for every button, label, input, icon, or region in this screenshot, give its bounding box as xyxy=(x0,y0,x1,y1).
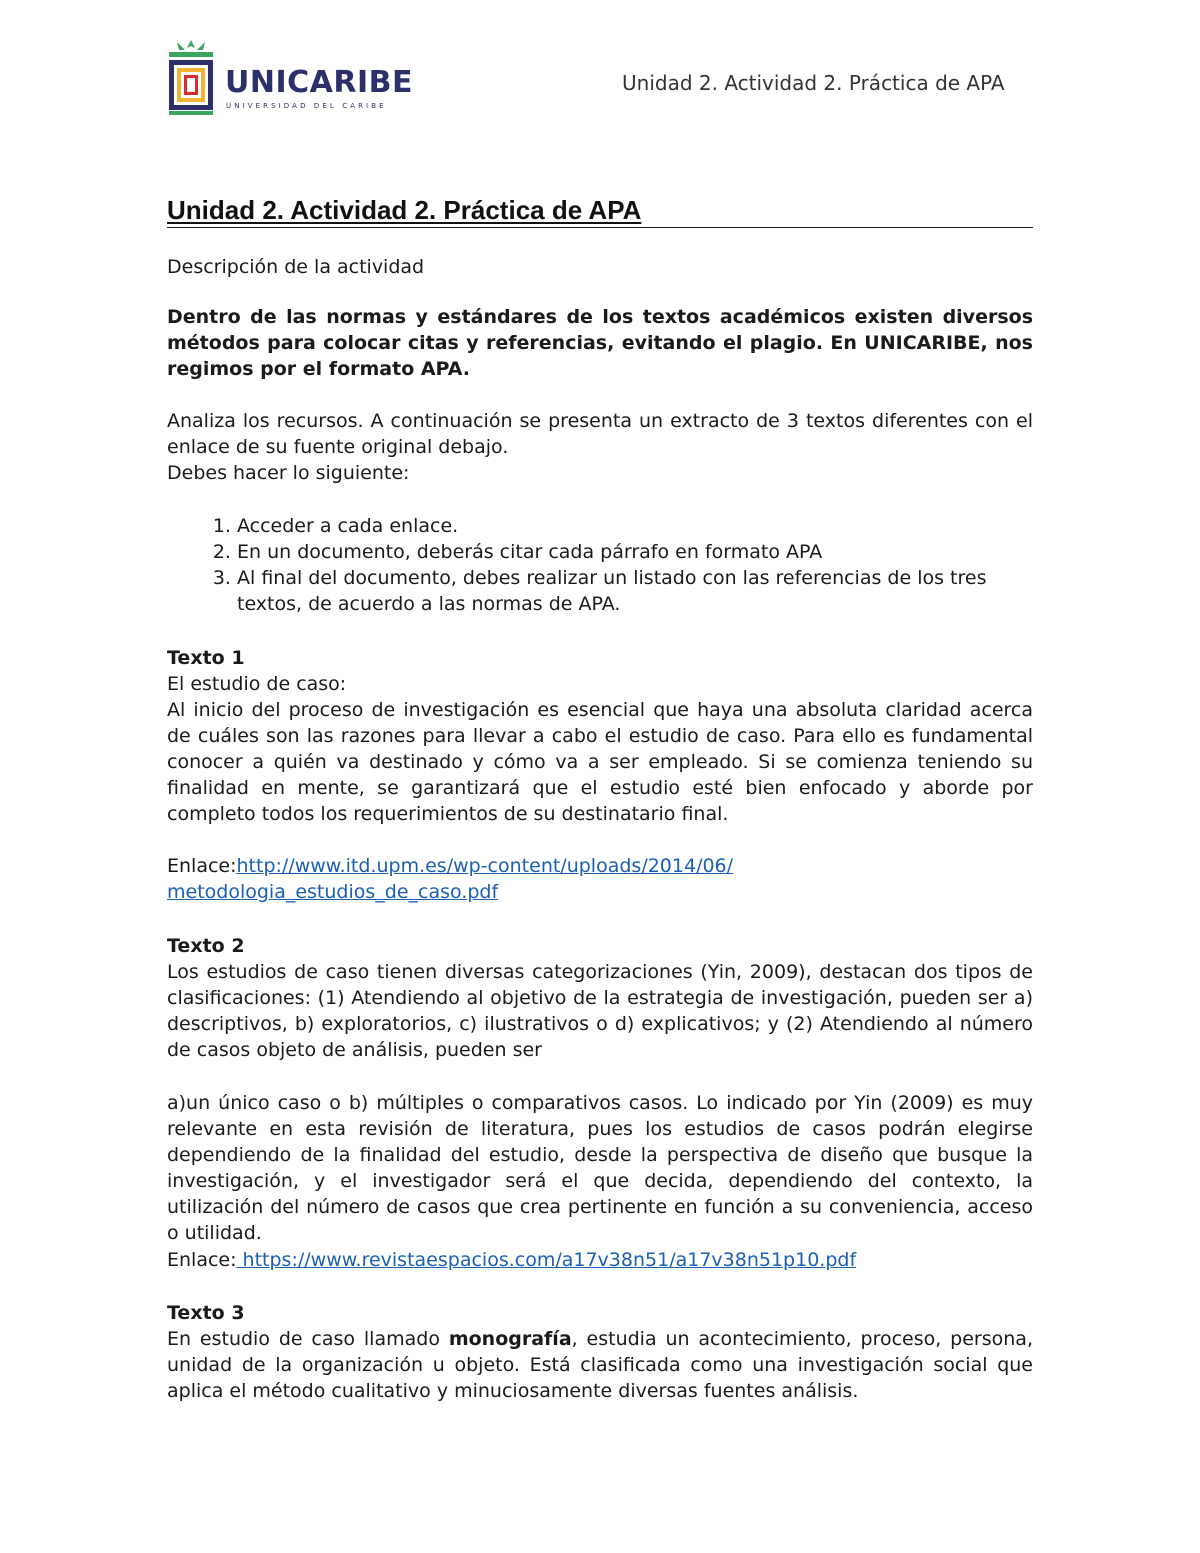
page-title: Unidad 2. Actividad 2. Práctica de APA xyxy=(167,193,1033,228)
texto1-link-line xyxy=(167,853,1033,879)
logo-wordmark: UNICARIBE xyxy=(225,65,413,100)
texto2-link-line xyxy=(167,1247,1033,1273)
steps-list xyxy=(167,513,1033,617)
texto2-link[interactable]: https://www.revistaespacios.com/a17v38n51/a17v38n51p10.pdf xyxy=(236,1249,857,1271)
link-label: Enlace: xyxy=(167,1249,237,1271)
texto1-link-continued[interactable]: metodologia_estudios_de_caso.pdf xyxy=(167,881,499,903)
texto1-heading: Texto 1 xyxy=(167,647,245,669)
texto1-subtitle: El estudio de caso: xyxy=(167,673,347,695)
texto2-body-part2: a)un único caso o b) múltiples o comparativos casos. Lo indicado por Yin (2009) es muy relevante en esta revisión de literatura, pues los estudios de casos podrán elegirse dependiendo de la finalidad del estudio, desde la perspectiva de diseño que busque la investigación, y el investigador será el que decida, dependiendo del contexto, la utilización del número de casos que crea pertinente en función a su conveniencia, acceso o utilidad. xyxy=(167,1092,1033,1244)
logo-emblem-icon xyxy=(165,38,217,116)
texto3-heading: Texto 3 xyxy=(167,1302,245,1324)
bold-term: monografía xyxy=(448,1328,572,1350)
texto1-link[interactable]: http://www.itd.upm.es/wp-content/uploads/2014/06/ xyxy=(236,855,734,877)
description-label: Descripción de la actividad xyxy=(167,256,425,278)
unicaribe-logo xyxy=(165,38,413,118)
link-label: Enlace: xyxy=(167,855,237,877)
running-header: Unidad 2. Actividad 2. Práctica de APA xyxy=(622,71,1005,95)
texto2-heading: Texto 2 xyxy=(167,935,245,957)
intro-paragraph: Dentro de las normas y estándares de los textos académicos existen diversos métodos para colocar citas y referencias, evitando el plagio. En UNICARIBE, nos regimos por el formato APA. xyxy=(167,306,1033,380)
logo-subtitle: UNIVERSIDAD DEL CARIBE xyxy=(226,102,387,110)
texto1-body: Al inicio del proceso de investigación es esencial que haya una absoluta claridad acerca de cuáles son las razones para llevar a cabo el estudio de caso. Para ello es fundamental conocer a quién va destinado y cómo va a ser empleado. Si se comienza teniendo su finalidad en mente, se garantizará que el estudio esté bien enfocado y aborde por completo todos los requerimientos de su destinatario final. xyxy=(167,699,1033,825)
texto2-body-part1: Los estudios de caso tienen diversas categorizaciones (Yin, 2009), destacan dos tipos de clasificaciones: (1) Atendiendo al objetivo de la estrategia de investigación, pueden ser a) descriptivos, b) exploratorios, c) ilustrativos o d) explicativos; y (2) Atendiendo al número de casos objeto de análisis, pueden ser xyxy=(167,961,1033,1061)
analyze-paragraph: Analiza los recursos. A continuación se presenta un extracto de 3 textos diferentes con el enlace de su fuente original debajo. xyxy=(167,410,1033,458)
texto1-link-line2 xyxy=(167,879,1033,905)
list-item: 2. En un documento, deberás citar cada párrafo en formato APA xyxy=(237,539,1033,565)
list-item: 3. Al final del documento, debes realizar un listado con las referencias de los tres textos, de acuerdo a las normas de APA. xyxy=(237,565,1033,617)
list-item: 1. Acceder a cada enlace. xyxy=(237,513,1033,539)
texto3-body: En estudio de caso llamado monografía, estudia un acontecimiento, proceso, persona, unidad de la organización u objeto. Está clasificada como una investigación social que aplica el método cualitativo y minuciosamente diversas fuentes análisis. xyxy=(167,1328,1033,1402)
todo-label: Debes hacer lo siguiente: xyxy=(167,462,410,484)
